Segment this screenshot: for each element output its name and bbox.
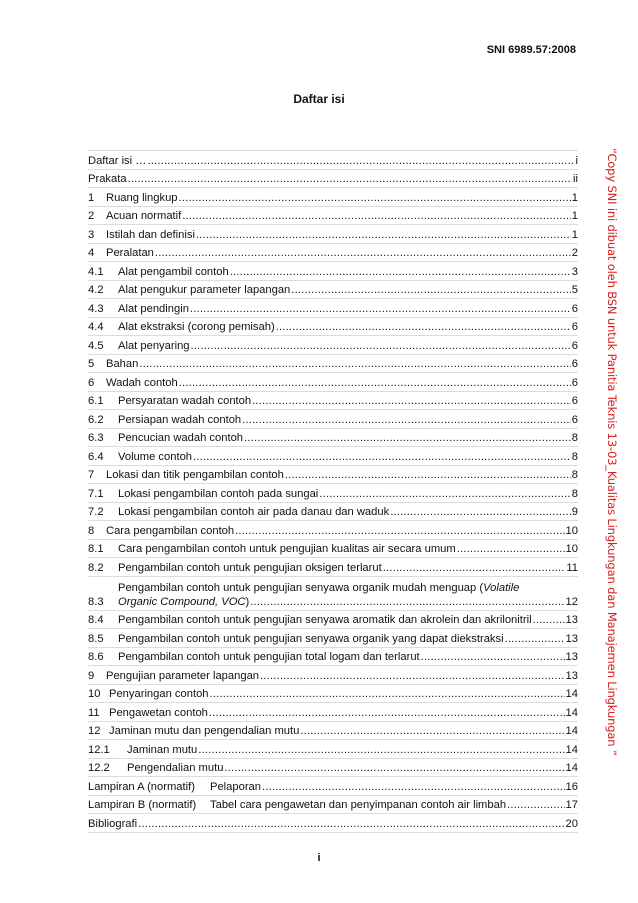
toc-entry-number: 8.4 [88,614,104,626]
toc-entry-number: 6.3 [88,432,104,444]
dot-leader [179,376,571,390]
toc-entry-page: 1 [571,210,578,222]
toc-entry[interactable] [88,447,578,466]
toc-entry[interactable] [88,151,578,170]
toc-entry-page: 14 [565,706,578,719]
toc-entry-title: Pengawetan contoh [109,706,208,719]
toc-entry-number: 4.5 [88,339,104,352]
toc-entry-number: 12 [88,725,101,737]
toc-entry[interactable] [88,355,578,374]
toc-entry-title: ) [245,595,250,608]
toc-entry-number: 8 [88,524,95,537]
toc-entry-page: 13 [565,651,578,663]
dot-leader [235,524,564,538]
toc-entry-title: Persiapan wadah contoh [118,413,242,426]
toc-entry-title: Istilah dan definisi [106,228,195,241]
toc-entry-title: Jaminan mutu [127,743,198,756]
document-code: SNI 6989.57:2008 [486,44,576,56]
toc-entry-title-italic: Volatile [483,581,520,594]
toc-entry-title: Alat pendingin [118,302,189,315]
toc-entry[interactable] [88,392,578,411]
dot-leader [505,632,565,646]
dot-leader [507,798,565,812]
toc-entry-page: 12 [565,595,578,608]
toc-entry-page: 1 [571,191,578,204]
toc-entry[interactable] [88,207,578,226]
toc-entry[interactable] [88,484,578,503]
dot-leader [155,246,571,260]
toc-entry-page: 1 [571,228,578,241]
toc-entry[interactable] [88,299,578,318]
toc-entry[interactable] [88,648,578,667]
toc-entry-title: Lokasi pengambilan contoh pada sungai [118,487,319,500]
toc-entry[interactable] [88,759,578,778]
toc-entry-number: 4.4 [88,321,104,333]
dot-leader [252,394,571,408]
toc-entry[interactable] [88,777,578,796]
toc-entry-page: 10 [565,524,578,537]
toc-entry-page: 3 [571,265,578,278]
dot-leader [383,561,566,575]
toc-entry-page: 13 [565,669,578,682]
toc-entry-number: 9 [88,669,95,682]
toc-entry-number: 11 [88,706,100,719]
toc-entry[interactable] [88,244,578,263]
toc-entry[interactable] [88,188,578,207]
toc-entry-title: Lokasi dan titik pengambilan contoh [106,469,284,481]
side-copyright-note [589,148,629,868]
toc-entry-number: 12.1 [88,743,110,756]
toc-entry-number: 6.2 [88,413,104,426]
toc-entry-page: 11 [566,561,578,574]
dot-leader [457,542,565,556]
toc-entry-page: ii [573,173,578,185]
toc-entry-number: 10 [88,688,101,700]
toc-entry-title: Bibliografi [88,817,138,830]
toc-entry-number: 1 [88,191,95,204]
toc-entry[interactable] [88,629,578,648]
dot-leader [319,487,570,501]
toc-entry-page: 8 [571,487,578,500]
toc-entry[interactable] [88,540,578,559]
toc-entry-number: 2 [88,210,95,222]
toc-entry[interactable] [88,336,578,355]
toc-entry-title: Pengambilan contoh untuk pengujian oksigen terlarut [118,561,382,574]
dot-leader [128,172,572,186]
toc-entry-number: 4 [88,247,95,259]
toc-entry-number: 8.6 [88,651,104,663]
toc-entry[interactable] [88,466,578,485]
toc-entry[interactable] [88,521,578,540]
toc-entry-number: 12.2 [88,762,110,774]
toc-entry-number: 7 [88,469,95,481]
toc-entry-title: Alat pengambil contoh [118,265,229,278]
toc-entry-title: Acuan normatif [106,210,182,222]
toc-entry-number: 8.5 [88,632,104,645]
toc-entry-title: Bahan [106,358,139,370]
dot-leader [210,687,565,701]
dot-leader [230,265,571,279]
toc-entry-title: Pengambilan contoh untuk pengujian total logam dan terlarut [118,651,420,663]
toc-entry[interactable] [88,722,578,741]
toc-entry-title: Pengambilan contoh untuk pengujian senyawa organik yang dapat diekstraksi [118,632,504,645]
toc-entry-title: Alat pengukur parameter lapangan [118,284,291,296]
dot-leader [285,468,571,482]
toc-entry-page: 6 [571,358,578,370]
toc-entry[interactable] [88,170,578,189]
dot-leader [242,413,571,427]
toc-entry[interactable] [88,796,578,815]
toc-entry[interactable] [88,503,578,522]
toc-entry-page: 6 [571,339,578,352]
toc-entry-page: 6 [571,321,578,333]
toc-entry-page: 16 [565,780,578,793]
toc-entry-page: 6 [571,413,578,426]
toc-entry-number: 8.1 [88,543,104,555]
toc-entry-page: 14 [565,688,578,700]
toc-entry-title: Pengambilan contoh untuk pengujian senyawa aromatik dan akrolein dan akrilonitril [118,614,532,626]
toc-entry-page: 14 [565,743,578,756]
toc-entry-title: Persyaratan wadah contoh [118,395,252,407]
toc-entry[interactable] [88,577,578,611]
toc-entry-number: 6 [88,376,95,389]
toc-entry-page: 10 [565,543,578,555]
toc-entry-number: Lampiran B (normatif) [88,799,197,811]
toc-entry-page: 14 [565,762,578,774]
toc-entry-page: 8 [571,469,578,481]
dot-leader [196,228,571,242]
toc-entry-title: Alat penyaring [118,339,190,352]
toc-entry-page: 8 [571,450,578,463]
toc-entry-title: Penyaringan contoh [109,688,209,700]
toc-entry-title: Lokasi pengambilan contoh air pada danau dan waduk [118,506,390,518]
toc-entry-title: Pengambilan contoh untuk pengujian senyawa organik mudah menguap ( [118,581,484,594]
toc-entry-number: 4.1 [88,265,104,278]
page-number: i [317,852,321,864]
toc-entry-page: 2 [571,247,578,259]
dot-leader [533,613,565,627]
dot-leader [250,595,564,609]
toc-entry-title: Cara pengambilan contoh untuk pengujian kualitas air secara umum [118,543,456,555]
toc-entry-number: 6.4 [88,450,104,463]
toc-entry[interactable] [88,429,578,448]
toc-entry[interactable] [88,373,578,392]
toc-entry-number: 3 [88,228,95,241]
toc-entry-title: Wadah contoh [106,376,178,389]
toc-entry[interactable] [88,225,578,244]
toc-entry-number: 4.3 [88,302,104,315]
dot-leader [291,283,570,297]
dot-leader [138,817,564,831]
toc-entry-number: 7.2 [88,506,104,518]
toc-entry[interactable] [88,262,578,281]
dot-leader [244,431,571,445]
toc-entry-number: 5 [88,358,95,370]
toc-entry-title: Jaminan mutu dan pengendalian mutu [109,725,300,737]
toc-entry-title-italic: Organic Compound, VOC [118,595,246,608]
toc-entry-page: 6 [571,395,578,407]
toc-entry[interactable] [88,814,578,833]
toc-entry[interactable] [88,318,578,337]
dot-leader [276,320,571,334]
dot-leader [209,706,565,720]
toc-entry-title: Pengendalian mutu [127,762,224,774]
dot-leader [191,339,571,353]
dot-leader [147,154,574,168]
toc-entry-title: Daftar isi … [88,154,147,167]
dot-leader [260,669,565,683]
toc-entry-title: Pencucian wadah contoh [118,432,244,444]
toc-entry-page: 6 [571,302,578,315]
toc-entry[interactable] [88,281,578,300]
dot-leader [390,505,571,519]
toc-entry-number: Lampiran A (normatif) [88,780,195,793]
toc-entry[interactable] [88,740,578,759]
toc-entry-page: 20 [565,817,578,830]
toc-entry-page: 8 [571,432,578,444]
toc-entry-title: Alat ekstraksi (corong pemisah) [118,321,275,333]
side-note-text: “Copy SNI ini dibuat oleh BSN untuk Panitia Teknis 13-03_Kualitas Lingkungan dan Manajemen Lingkungan ” [605,148,619,756]
toc-entry-title: Volume contoh [118,450,193,463]
toc-entry-page: 17 [565,799,578,811]
toc-entry-title: Ruang lingkup [106,191,178,204]
dot-leader [262,780,565,794]
dot-leader [182,209,571,223]
dot-leader [139,357,570,371]
toc-entry[interactable] [88,703,578,722]
toc-entry-title: Prakata [88,173,127,185]
toc-entry-page: 13 [565,614,578,626]
toc-entry-number: 8.2 [88,561,104,574]
toc-entry-number: 4.2 [88,284,104,296]
toc-entry-page: 13 [565,632,578,645]
dot-leader [193,450,571,464]
toc-entry-number: 7.1 [88,487,104,500]
dot-leader [179,191,571,205]
dot-leader [421,650,565,664]
toc-entry-page: 9 [571,506,578,518]
page-title: Daftar isi [293,92,345,106]
toc-entry[interactable] [88,558,578,577]
toc-entry-title: Peralatan [106,247,154,259]
table-of-contents [88,150,578,833]
toc-entry-page: 14 [565,725,578,737]
toc-entry[interactable] [88,685,578,704]
toc-entry-title: Pelaporan [210,780,262,793]
toc-entry-title: Pengujian parameter lapangan [106,669,260,682]
dot-leader [224,761,564,775]
dot-leader [300,724,564,738]
toc-entry[interactable] [88,611,578,630]
toc-entry-number: 6.1 [88,395,104,407]
toc-entry-number: 8.3 [88,595,104,608]
toc-entry-page: 5 [571,284,578,296]
toc-entry-page: 6 [571,376,578,389]
toc-entry[interactable] [88,666,578,685]
toc-entry-title: Cara pengambilan contoh [106,524,235,537]
toc-entry-page: i [575,154,578,167]
toc-entry[interactable] [88,410,578,429]
toc-entry-title: Tabel cara pengawetan dan penyimpanan contoh air limbah [210,799,507,811]
dot-leader [190,302,571,316]
dot-leader [198,743,564,757]
